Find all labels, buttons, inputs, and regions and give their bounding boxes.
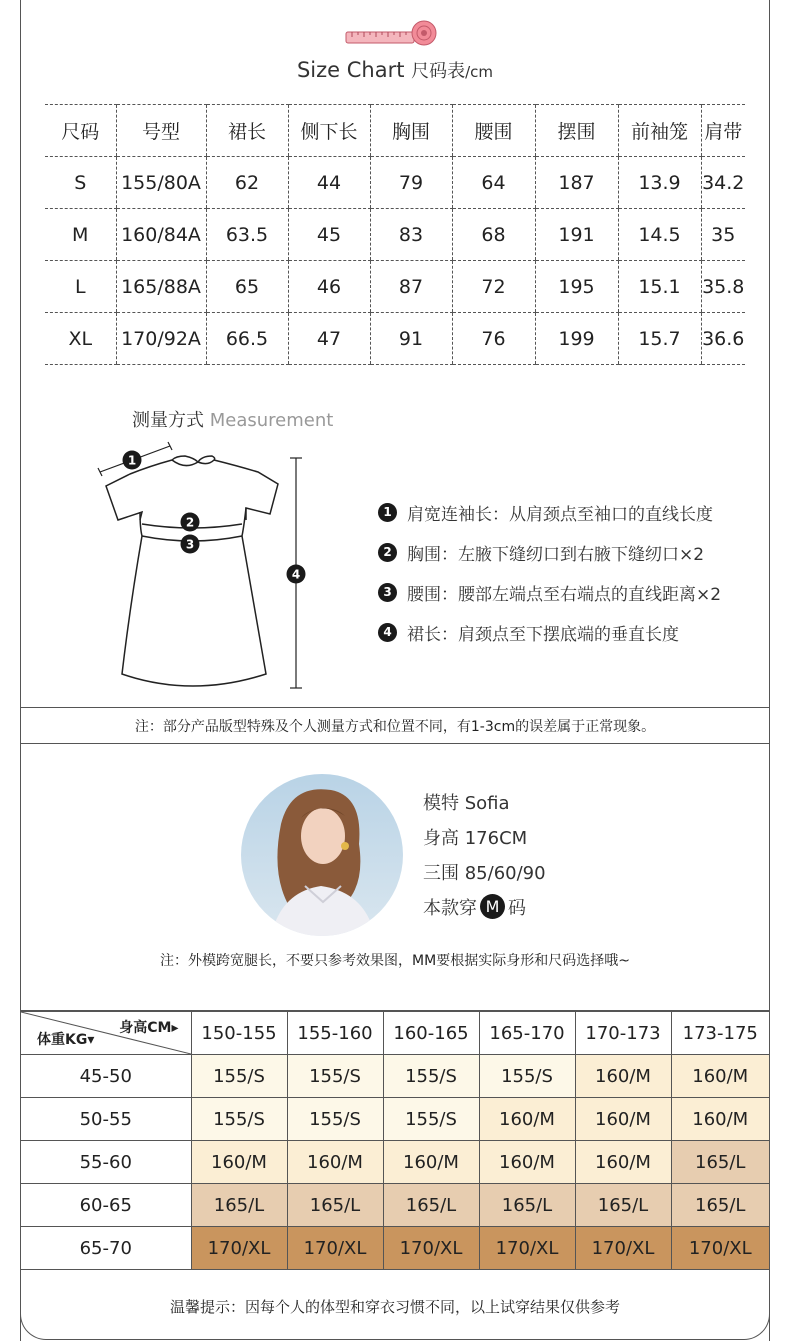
diagram-num-2: 2 <box>185 515 195 530</box>
height-column-header: 173-175 <box>671 1011 769 1055</box>
legend-num: 1 <box>378 503 397 522</box>
legend-item <box>378 612 721 652</box>
height-column-header: 155-160 <box>287 1011 383 1055</box>
size-cell: 13.9 <box>618 157 701 209</box>
model-wears-prefix: 本款穿 <box>423 897 477 919</box>
recommended-size-cell: 160/M <box>671 1055 769 1098</box>
legend-text: 腰围：腰部左端点至右端点的直线距离×2 <box>407 584 722 605</box>
model-wears-suffix: 码 <box>508 897 526 919</box>
size-cell: 191 <box>535 209 618 261</box>
recommended-size-cell: 165/L <box>671 1141 769 1184</box>
size-column-header: 摆围 <box>535 105 618 157</box>
measurement-title <box>132 406 333 432</box>
model-measurements: 三围 85/60/90 <box>423 862 546 884</box>
title-cn: 尺码表 <box>411 61 466 82</box>
size-cell: M <box>45 209 116 261</box>
model-note: 注：外模跨宽腿长，不要只参考效果图，MM要根据实际身形和尺码选择哦~ <box>160 953 630 969</box>
size-cell: 35.8 <box>701 261 745 313</box>
size-cell: 72 <box>452 261 535 313</box>
size-cell: 76 <box>452 313 535 365</box>
size-cell: 47 <box>288 313 370 365</box>
recommended-size-cell: 160/M <box>383 1141 479 1184</box>
recommended-size-cell: 170/XL <box>383 1227 479 1270</box>
measuring-tape-icon <box>344 20 440 50</box>
model-size-badge: M <box>480 894 505 919</box>
fit-row <box>21 1098 769 1141</box>
recommended-size-cell: 170/XL <box>479 1227 575 1270</box>
size-cell: 14.5 <box>618 209 701 261</box>
size-cell: 66.5 <box>206 313 288 365</box>
recommended-size-cell: 155/S <box>479 1055 575 1098</box>
size-cell: 160/84A <box>116 209 206 261</box>
fit-row <box>21 1184 769 1227</box>
fit-recommendation-table <box>21 1010 769 1270</box>
size-table-row <box>45 209 745 261</box>
model-photo <box>241 774 403 936</box>
fit-row <box>21 1227 769 1270</box>
size-cell: 187 <box>535 157 618 209</box>
size-cell: 83 <box>370 209 452 261</box>
model-height: 身高 176CM <box>423 827 528 849</box>
corner-height-label: 身高CM▸ <box>119 1020 179 1036</box>
dress-diagram <box>90 436 320 698</box>
weight-row-header: 45-50 <box>21 1055 191 1098</box>
measurement-title-en: Measurement <box>209 410 334 431</box>
size-cell: 87 <box>370 261 452 313</box>
size-cell: 68 <box>452 209 535 261</box>
recommended-size-cell: 155/S <box>383 1055 479 1098</box>
size-table-row <box>45 313 745 365</box>
recommended-size-cell: 155/S <box>191 1055 287 1098</box>
recommended-size-cell: 165/L <box>287 1184 383 1227</box>
recommended-size-cell: 155/S <box>191 1098 287 1141</box>
weight-row-header: 65-70 <box>21 1227 191 1270</box>
size-table-row <box>45 157 745 209</box>
size-cell: 91 <box>370 313 452 365</box>
recommended-size-cell: 165/L <box>575 1184 671 1227</box>
measurement-note: 注：部分产品版型特殊及个人测量方式和位置不同，有1-3cm的误差属于正常现象。 <box>20 707 770 744</box>
title-en: Size Chart <box>296 58 412 82</box>
size-cell: 63.5 <box>206 209 288 261</box>
legend-item <box>378 572 721 612</box>
recommended-size-cell: 160/M <box>575 1098 671 1141</box>
recommended-size-cell: 155/S <box>287 1055 383 1098</box>
size-cell: 45 <box>288 209 370 261</box>
fit-row <box>21 1141 769 1184</box>
fit-row <box>21 1055 769 1098</box>
legend-text: 裙长：肩颈点至下摆底端的垂直长度 <box>407 624 679 645</box>
legend-num: 4 <box>378 623 397 642</box>
size-cell: L <box>45 261 116 313</box>
model-info <box>423 784 546 924</box>
measurement-title-cn: 测量方式 <box>132 410 210 431</box>
size-column-header: 号型 <box>116 105 206 157</box>
recommended-size-cell: 165/L <box>383 1184 479 1227</box>
size-cell: 15.7 <box>618 313 701 365</box>
recommended-size-cell: 160/M <box>575 1141 671 1184</box>
legend-text: 胸围：左腋下缝纫口到右腋下缝纫口×2 <box>407 544 705 565</box>
recommended-size-cell: 160/M <box>479 1098 575 1141</box>
size-column-header: 肩带 <box>701 105 745 157</box>
weight-row-header: 55-60 <box>21 1141 191 1184</box>
size-column-header: 前袖笼 <box>618 105 701 157</box>
size-cell: 46 <box>288 261 370 313</box>
size-column-header: 裙长 <box>206 105 288 157</box>
size-cell: 35 <box>701 209 745 261</box>
diagram-num-3: 3 <box>185 537 195 552</box>
size-cell: 44 <box>288 157 370 209</box>
recommended-size-cell: 165/L <box>479 1184 575 1227</box>
size-cell: 15.1 <box>618 261 701 313</box>
recommended-size-cell: 165/L <box>671 1184 769 1227</box>
recommended-size-cell: 160/M <box>191 1141 287 1184</box>
corner-weight-label: 体重KG▾ <box>37 1032 95 1048</box>
footer-tip: 温馨提示：因每个人的体型和穿衣习惯不同，以上试穿结果仅供参考 <box>169 1298 620 1316</box>
size-cell: 34.2 <box>701 157 745 209</box>
weight-row-header: 60-65 <box>21 1184 191 1227</box>
legend-text: 肩宽连袖长：从肩颈点至袖口的直线长度 <box>407 504 713 525</box>
recommended-size-cell: 160/M <box>671 1098 769 1141</box>
size-cell: 165/88A <box>116 261 206 313</box>
size-cell: 155/80A <box>116 157 206 209</box>
legend-item <box>378 532 721 572</box>
height-column-header: 150-155 <box>191 1011 287 1055</box>
size-cell: 79 <box>370 157 452 209</box>
size-table-row <box>45 261 745 313</box>
recommended-size-cell: 160/M <box>575 1055 671 1098</box>
recommended-size-cell: 155/S <box>287 1098 383 1141</box>
measurement-legend <box>378 492 721 652</box>
size-table <box>45 104 745 365</box>
recommended-size-cell: 155/S <box>383 1098 479 1141</box>
model-wears <box>423 889 546 924</box>
height-column-header: 160-165 <box>383 1011 479 1055</box>
legend-num: 3 <box>378 583 397 602</box>
title-unit: /cm <box>465 63 494 81</box>
recommended-size-cell: 170/XL <box>287 1227 383 1270</box>
size-cell: 195 <box>535 261 618 313</box>
recommended-size-cell: 170/XL <box>191 1227 287 1270</box>
size-chart-title <box>0 57 790 83</box>
recommended-size-cell: 160/M <box>479 1141 575 1184</box>
size-cell: 36.6 <box>701 313 745 365</box>
diagram-num-4: 4 <box>291 567 301 582</box>
legend-item <box>378 492 721 532</box>
size-cell: 65 <box>206 261 288 313</box>
size-column-header: 胸围 <box>370 105 452 157</box>
recommended-size-cell: 165/L <box>191 1184 287 1227</box>
size-cell: 170/92A <box>116 313 206 365</box>
size-cell: 199 <box>535 313 618 365</box>
size-column-header: 腰围 <box>452 105 535 157</box>
diagram-num-1: 1 <box>127 453 137 468</box>
size-column-header: 侧下长 <box>288 105 370 157</box>
size-column-header: 尺码 <box>45 105 116 157</box>
weight-row-header: 50-55 <box>21 1098 191 1141</box>
size-cell: 62 <box>206 157 288 209</box>
height-column-header: 170-173 <box>575 1011 671 1055</box>
model-name: 模特 Sofia <box>423 792 510 814</box>
size-table-header <box>45 105 745 157</box>
size-cell: S <box>45 157 116 209</box>
height-column-header: 165-170 <box>479 1011 575 1055</box>
corner-header-cell <box>21 1011 191 1055</box>
recommended-size-cell: 160/M <box>287 1141 383 1184</box>
legend-num: 2 <box>378 543 397 562</box>
size-cell: XL <box>45 313 116 365</box>
recommended-size-cell: 170/XL <box>575 1227 671 1270</box>
recommended-size-cell: 170/XL <box>671 1227 769 1270</box>
size-cell: 64 <box>452 157 535 209</box>
